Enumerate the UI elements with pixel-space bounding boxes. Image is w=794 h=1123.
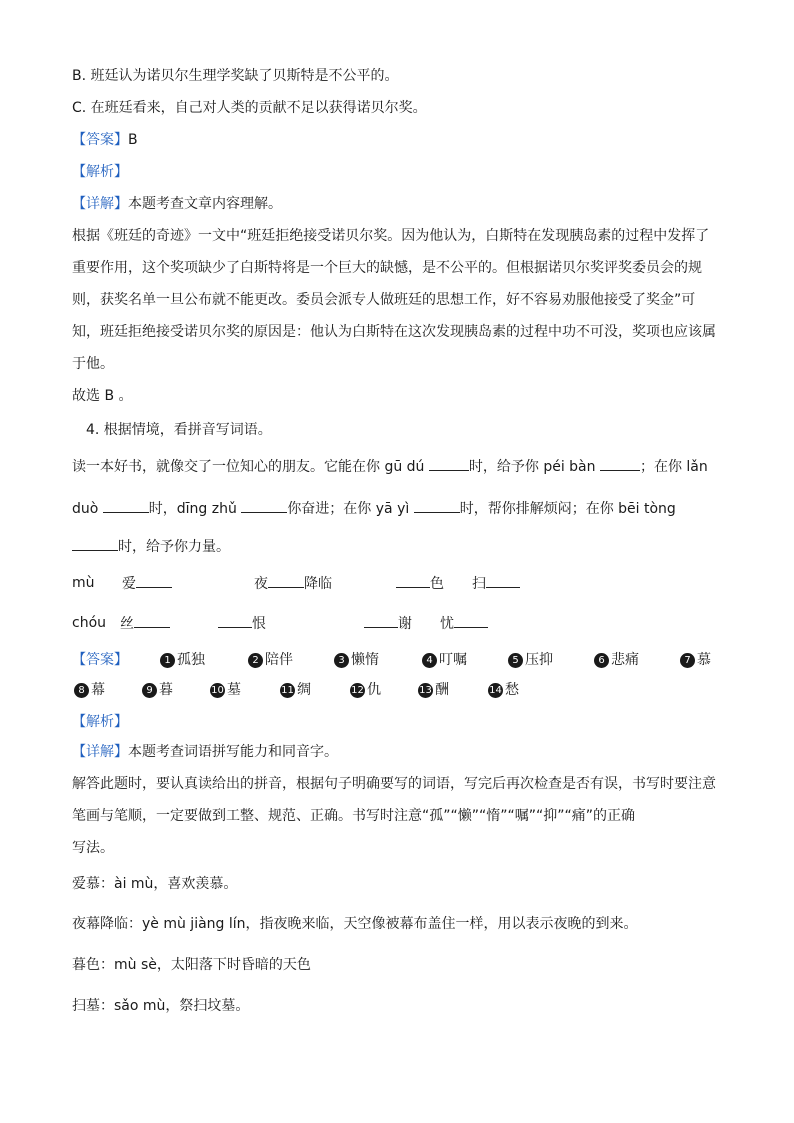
analysis-tag-q4 [72, 712, 128, 732]
answer-item: 10 墓 [211, 682, 241, 698]
answer-line-q3 [72, 130, 138, 150]
answer-blank[interactable] [241, 498, 287, 513]
answer-blank[interactable] [364, 613, 398, 628]
explanation-line: 解答此题时，要认真读给出的拼音，根据句子明确要写的词语，写完后再次检查是否有误，书写时要注意 [72, 776, 716, 792]
number-badge: 3 [334, 653, 349, 668]
number-badge: 14 [489, 685, 502, 696]
explanation-line: 写法。 [72, 840, 114, 856]
analysis-tag: 【解析】 [72, 164, 128, 180]
answer-item: 8 幕 [74, 680, 105, 700]
answer-item: 12 仇 [351, 682, 381, 698]
number-badge: 7 [680, 653, 695, 668]
question-4-title: 4. 根据情境，看拼音写词语。 [86, 422, 272, 438]
answer-blank[interactable] [268, 573, 304, 588]
answer-blank[interactable] [103, 498, 149, 513]
answer-blank[interactable] [72, 536, 118, 551]
question-4-line-2: duò 时，dīng zhǔ 你奋进；在你 yā yì 时，帮你排解烦闷；在你 bēi tòng [72, 498, 676, 519]
word-definition: 扫墓：sǎo mù，祭扫坟墓。 [72, 998, 250, 1014]
word-definition: 夜幕降临：yè mù jiàng lín，指夜晚来临，天空像被幕布盖住一样，用以表示夜晚的到来。 [72, 916, 638, 932]
question-4-line-3: 时，给予你力量。 [72, 536, 230, 557]
answer-blank[interactable] [218, 613, 252, 628]
detail-line-q4 [72, 742, 338, 762]
homophone-item: 色 [396, 573, 444, 594]
option-c: C. 在班廷看来，自己对人类的贡献不足以获得诺贝尔奖。 [72, 100, 427, 116]
answer-blank[interactable] [454, 613, 488, 628]
answer-item: 4 叮嘱 [422, 650, 467, 670]
number-badge: 11 [281, 685, 294, 696]
word-definition: 暮色：mù sè，太阳落下时昏暗的天色 [72, 957, 311, 973]
homophone-item: 恨 [218, 613, 266, 634]
answer-blank[interactable] [429, 456, 469, 471]
analysis-tag: 【解析】 [72, 714, 128, 730]
number-badge: 2 [248, 653, 263, 668]
explanation-line: 根据《班廷的奇迹》一文中“班廷拒绝接受诺贝尔奖。因为他认为，白斯特在发现胰岛素的过程中发挥了 [72, 228, 710, 244]
explanation-line: 于他。 [72, 356, 114, 372]
answer-item: 5 压抑 [508, 650, 553, 670]
answer-item: 7 慕 [680, 650, 711, 670]
answer-item: 11 绸 [281, 682, 311, 698]
explanation-line: 知，班廷拒绝接受诺贝尔奖的原因是：他认为白斯特在这次发现胰岛素的过程中功不可没，奖项也应该属 [72, 324, 716, 340]
explanation-line: 则，获奖名单一旦公布就不能更改。委员会派专人做班廷的思想工作，好不容易劝服他接受了奖金”可 [72, 292, 696, 308]
answer-item: 1 孤独 [160, 650, 205, 670]
detail-tag: 【详解】 [72, 196, 128, 212]
answer-item: 14 愁 [489, 682, 519, 698]
pinyin-mu: mù [72, 575, 95, 591]
number-badge: 4 [422, 653, 437, 668]
answer-blank[interactable] [600, 456, 640, 471]
homophone-item: 爱 [122, 573, 172, 594]
answer-blank[interactable] [414, 498, 460, 513]
detail-line-q3 [72, 194, 282, 214]
answer-blank[interactable] [486, 573, 520, 588]
explanation-line: 重要作用，这个奖项缺少了白斯特将是一个巨大的缺憾，是不公平的。但根据诺贝尔奖评奖委员会的规 [72, 260, 702, 276]
answer-value: B [128, 132, 138, 148]
homophone-item: 丝 [120, 613, 170, 634]
word-definition: 爱慕：ài mù，喜欢羡慕。 [72, 876, 238, 892]
number-badge: 9 [142, 683, 157, 698]
answer-tag: 【答案】 [72, 652, 128, 668]
answer-blank[interactable] [134, 613, 170, 628]
number-badge: 5 [508, 653, 523, 668]
answer-item: 2 陪伴 [248, 650, 293, 670]
option-b: B. 班廷认为诺贝尔生理学奖缺了贝斯特是不公平的。 [72, 68, 399, 84]
answer-blank[interactable] [396, 573, 430, 588]
pinyin-chou: chóu [72, 615, 107, 631]
homophone-item: 谢 [364, 613, 412, 634]
number-badge: 12 [351, 685, 364, 696]
question-4-line-1: 读一本好书，就像交了一位知心的朋友。它能在你 gū dú 时，给予你 péi bàn ；在你 lǎn [72, 456, 708, 477]
analysis-tag-q3 [72, 162, 128, 182]
answer-tag: 【答案】 [72, 132, 128, 148]
answer-item: 9 暮 [142, 680, 173, 700]
homophone-item: 忧 [440, 613, 488, 634]
number-badge: 1 [160, 653, 175, 668]
detail-text: 本题考查词语拼写能力和同音字。 [128, 744, 338, 760]
choose-line: 故选 B 。 [72, 388, 133, 404]
answer-item: 6 悲痛 [594, 650, 639, 670]
answer-item: 3 懒惰 [334, 650, 379, 670]
answer-blank[interactable] [136, 573, 172, 588]
number-badge: 10 [211, 685, 224, 696]
number-badge: 13 [419, 685, 432, 696]
homophone-item: 扫 [472, 573, 520, 594]
homophone-item: 夜 降临 [254, 573, 332, 594]
detail-tag: 【详解】 [72, 744, 128, 760]
answer-item: 13 酬 [419, 682, 449, 698]
number-badge: 6 [594, 653, 609, 668]
detail-text: 本题考查文章内容理解。 [128, 196, 282, 212]
number-badge: 8 [74, 683, 89, 698]
explanation-line: 笔画与笔顺，一定要做到工整、规范、正确。书写时注意“孤”“懒”“惰”“嘱”“抑”“痛”的正确 [72, 808, 636, 824]
